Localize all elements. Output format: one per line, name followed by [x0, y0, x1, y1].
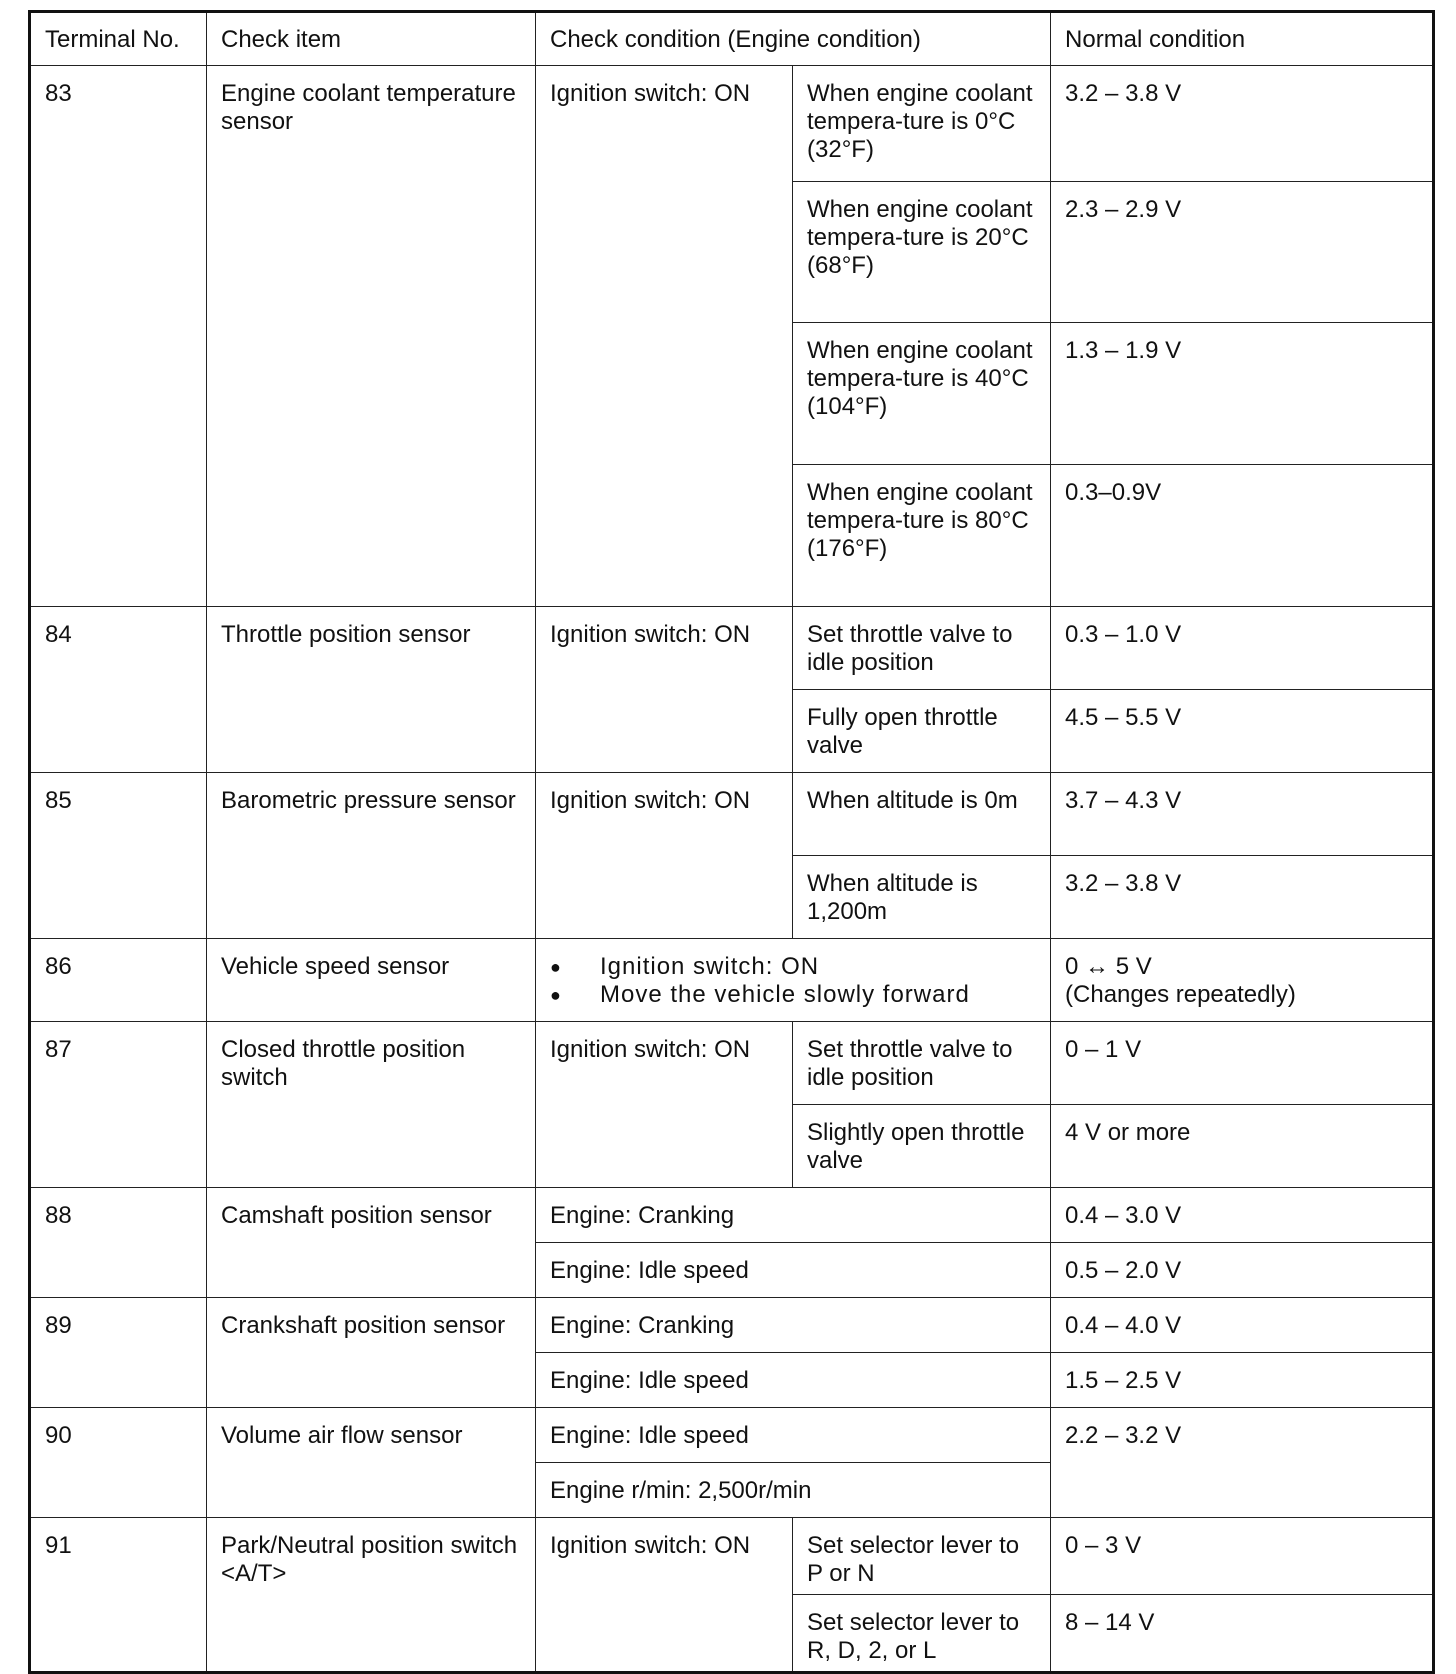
- condition-bullet: ● Move the vehicle slowly forward: [550, 981, 1036, 1009]
- normal-value: 0 ↔ 5 V (Changes repeatedly): [1051, 939, 1434, 1022]
- check-condition: Ignition switch: ON: [536, 66, 793, 607]
- terminal-number: 87: [30, 1022, 207, 1188]
- table-row: [30, 773, 1434, 856]
- normal-value: 0.3–0.9V: [1051, 465, 1434, 607]
- check-condition: Engine r/min: 2,500r/min: [536, 1463, 1051, 1518]
- terminal-number: 91: [30, 1518, 207, 1673]
- condition-detail: When altitude is 1,200m: [793, 856, 1051, 939]
- condition-detail: When engine coolant tempera-ture is 0°C (32°F): [793, 66, 1051, 182]
- check-condition: Ignition switch: ON: [536, 773, 793, 939]
- check-item: Vehicle speed sensor: [207, 939, 536, 1022]
- terminal-number: 88: [30, 1188, 207, 1298]
- normal-value: 1.3 – 1.9 V: [1051, 323, 1434, 465]
- check-item: Volume air flow sensor: [207, 1408, 536, 1518]
- condition-detail: Set selector lever to R, D, 2, or L: [793, 1595, 1051, 1673]
- check-condition: Engine: Idle speed: [536, 1408, 1051, 1463]
- header-check-item: Check item: [207, 12, 536, 66]
- table-row: [30, 66, 1434, 182]
- header-terminal-no: Terminal No.: [30, 12, 207, 66]
- check-item: Barometric pressure sensor: [207, 773, 536, 939]
- normal-value: 4 V or more: [1051, 1105, 1434, 1188]
- table-row: [30, 1518, 1434, 1595]
- normal-value: 0.4 – 3.0 V: [1051, 1188, 1434, 1243]
- condition-detail: Set throttle valve to idle position: [793, 607, 1051, 690]
- terminal-number: 84: [30, 607, 207, 773]
- check-item: Closed throttle position switch: [207, 1022, 536, 1188]
- condition-detail: Slightly open throttle valve: [793, 1105, 1051, 1188]
- check-condition: Engine: Idle speed: [536, 1243, 1051, 1298]
- condition-detail: When engine coolant tempera-ture is 20°C (68°F): [793, 182, 1051, 323]
- normal-value: 0 – 3 V: [1051, 1518, 1434, 1595]
- check-condition: Engine: Cranking: [536, 1188, 1051, 1243]
- condition-bullet: ● Ignition switch: ON: [550, 953, 1036, 981]
- normal-value: 3.2 – 3.8 V: [1051, 856, 1434, 939]
- check-item: Throttle position sensor: [207, 607, 536, 773]
- table-row: [30, 1408, 1434, 1463]
- condition-detail: Fully open throttle valve: [793, 690, 1051, 773]
- check-item: Engine coolant temperature sensor: [207, 66, 536, 607]
- table-row: [30, 1188, 1434, 1243]
- normal-value: 0.5 – 2.0 V: [1051, 1243, 1434, 1298]
- normal-value: 8 – 14 V: [1051, 1595, 1434, 1673]
- condition-detail: When engine coolant tempera-ture is 40°C (104°F): [793, 323, 1051, 465]
- condition-detail: Set selector lever to P or N: [793, 1518, 1051, 1595]
- table-header-row: [30, 12, 1434, 66]
- check-item: Crankshaft position sensor: [207, 1298, 536, 1408]
- table-row: [30, 939, 1434, 1022]
- check-condition: [536, 939, 1051, 1022]
- normal-value: 0 – 1 V: [1051, 1022, 1434, 1105]
- normal-value: 2.2 – 3.2 V: [1051, 1408, 1434, 1518]
- table-row: [30, 1022, 1434, 1105]
- normal-value: 1.5 – 2.5 V: [1051, 1353, 1434, 1408]
- normal-value: 3.7 – 4.3 V: [1051, 773, 1434, 856]
- condition-detail: When engine coolant tempera-ture is 80°C (176°F): [793, 465, 1051, 607]
- terminal-number: 86: [30, 939, 207, 1022]
- header-check-condition: Check condition (Engine condition): [536, 12, 1051, 66]
- table-row: [30, 607, 1434, 690]
- check-item: Camshaft position sensor: [207, 1188, 536, 1298]
- check-condition: Ignition switch: ON: [536, 1518, 793, 1673]
- normal-value: 3.2 – 3.8 V: [1051, 66, 1434, 182]
- normal-value: 2.3 – 2.9 V: [1051, 182, 1434, 323]
- terminal-check-table: [28, 10, 1435, 1674]
- check-condition: Ignition switch: ON: [536, 607, 793, 773]
- condition-detail: When altitude is 0m: [793, 773, 1051, 856]
- normal-value: 0.4 – 4.0 V: [1051, 1298, 1434, 1353]
- condition-detail: Set throttle valve to idle position: [793, 1022, 1051, 1105]
- terminal-number: 90: [30, 1408, 207, 1518]
- check-condition: Engine: Idle speed: [536, 1353, 1051, 1408]
- normal-value: 0.3 – 1.0 V: [1051, 607, 1434, 690]
- check-condition: Ignition switch: ON: [536, 1022, 793, 1188]
- terminal-number: 83: [30, 66, 207, 607]
- condition-bullet-list: [550, 953, 1036, 1009]
- check-item: Park/Neutral position switch <A/T>: [207, 1518, 536, 1673]
- check-condition: Engine: Cranking: [536, 1298, 1051, 1353]
- header-normal-condition: Normal condition: [1051, 12, 1434, 66]
- normal-value: 4.5 – 5.5 V: [1051, 690, 1434, 773]
- terminal-number: 89: [30, 1298, 207, 1408]
- terminal-number: 85: [30, 773, 207, 939]
- table-row: [30, 1298, 1434, 1353]
